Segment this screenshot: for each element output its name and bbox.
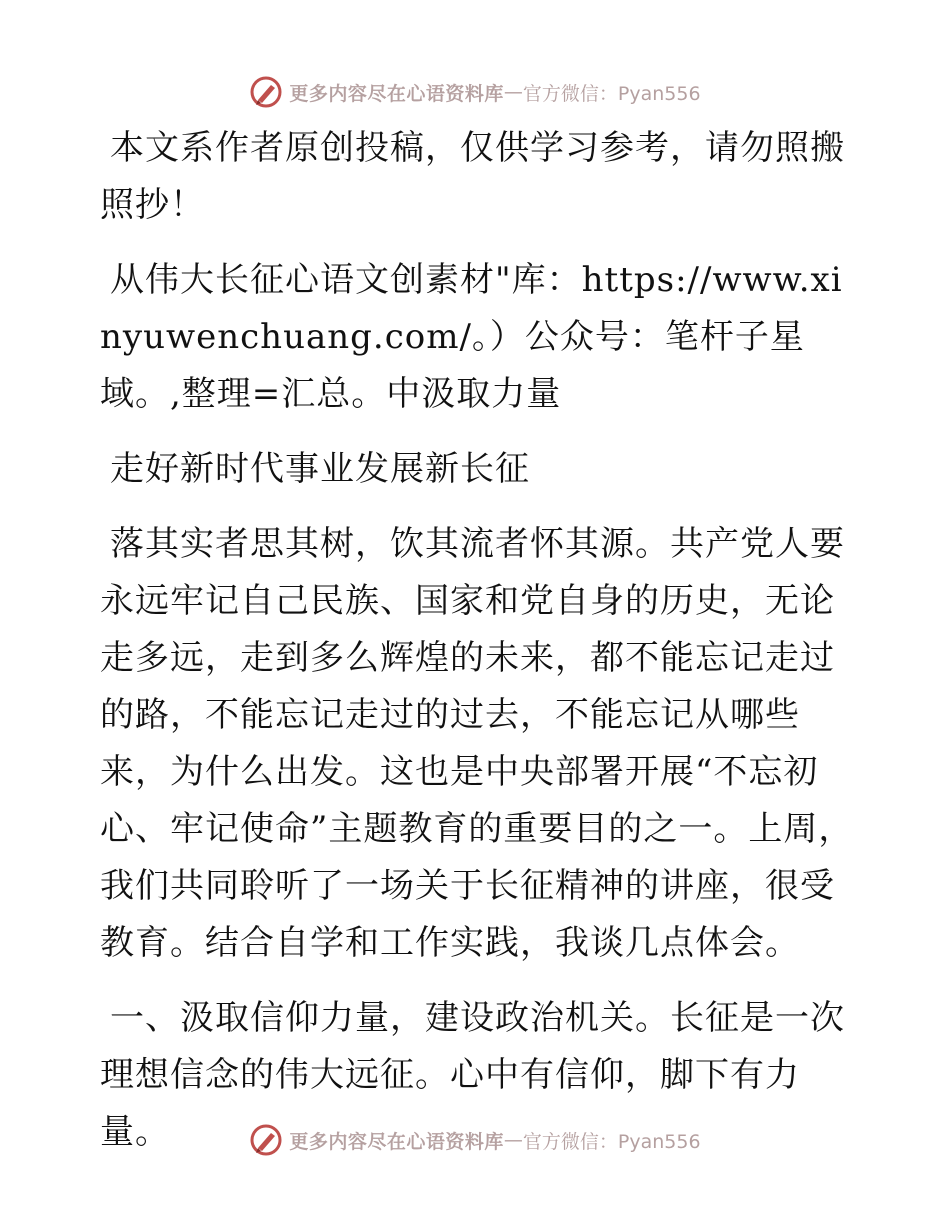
pen-logo-icon xyxy=(249,1123,283,1157)
watermark-contact: 官方微信：Pyan556 xyxy=(522,82,701,105)
paragraph-intro: 落其实者思其树，饮其流者怀其源。共产党人要永远牢记自己民族、国家和党自身的历史，无论走多远，走到多么辉煌的未来，都不能忘记走过的路，不能忘记走过的过去，不能忘记从哪些来，为什么出发。这也是中央部署开展“不忘初心、牢记使命”主题教育的重要目的之一。上周，我们共同聆听了一场关于长征精神的讲座，很受教育。结合自学和工作实践，我谈几点体会。 xyxy=(100,524,854,963)
watermark-contact: 官方微信：Pyan556 xyxy=(522,1130,701,1153)
document-body xyxy=(100,120,860,1179)
footer-watermark xyxy=(0,1120,950,1160)
header-watermark xyxy=(0,72,950,112)
paragraph-notice: 本文系作者原创投稿，仅供学习参考，请勿照搬照抄！ xyxy=(100,128,845,225)
watermark-separator: — xyxy=(503,81,523,103)
watermark-separator: — xyxy=(503,1129,523,1151)
watermark-site-text: 更多内容尽在心语资料库 xyxy=(289,82,504,105)
pen-logo-icon xyxy=(249,75,283,109)
paragraph-section-one: 一、汲取信仰力量，建设政治机关。长征是一次理想信念的伟大远征。心中有信仰，脚下有力量。 xyxy=(100,998,845,1152)
watermark-site-text: 更多内容尽在心语资料库 xyxy=(289,1130,504,1153)
paragraph-source: 从伟大长征心语文创素材"库：https://www.xinyuwenchuang.com/。）公众号：笔杆子星域。,整理=汇总。中汲取力量 xyxy=(100,260,843,414)
paragraph-title: 走好新时代事业发展新长征 xyxy=(110,449,530,489)
